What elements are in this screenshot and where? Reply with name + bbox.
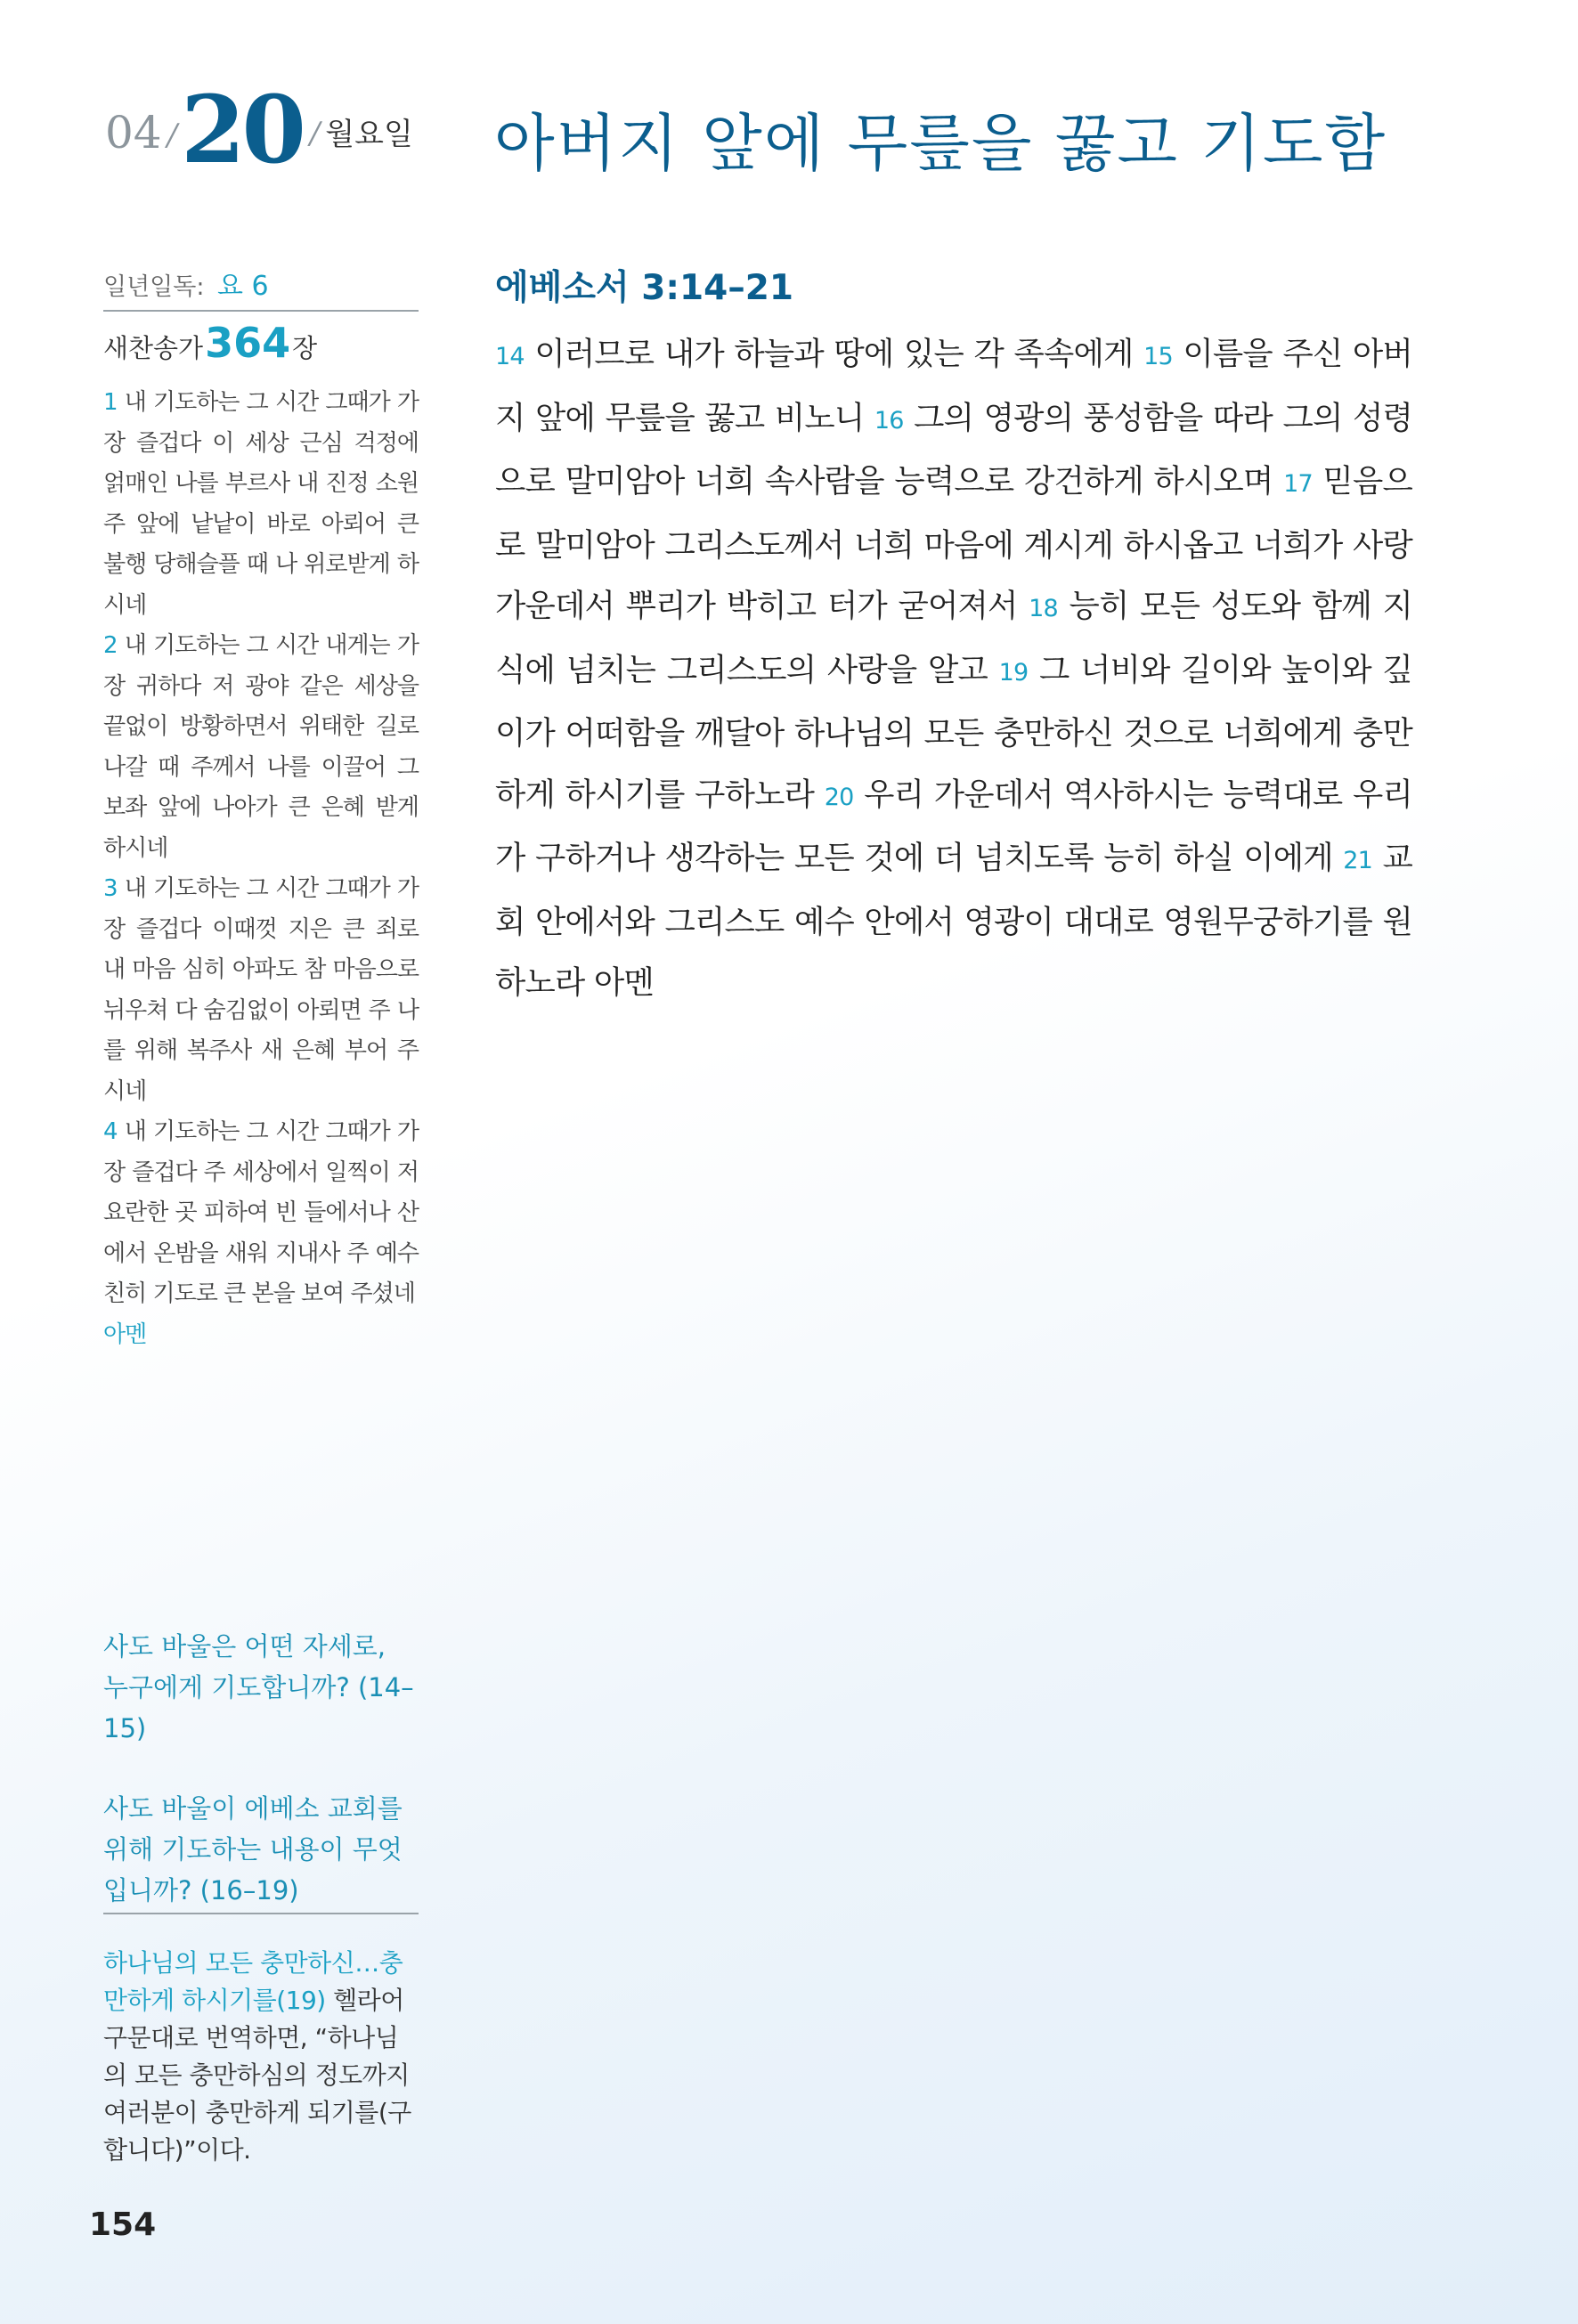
yearly-reading-label: 일년일독: xyxy=(103,273,205,301)
commentary-highlight: 하나님의 모든 충만하신…충만하게 하시기를(19) xyxy=(103,1948,403,2015)
verse-text: 이러므로 내가 하늘과 땅에 있는 각 족속에게 xyxy=(534,336,1144,372)
yearly-reading xyxy=(103,264,419,303)
hymn-number: 364 xyxy=(205,319,291,367)
hymn-verse xyxy=(103,1112,419,1315)
divider xyxy=(103,310,419,312)
date-month: 04 xyxy=(105,107,162,158)
verse-text: 그의 영광의 풍성함을 따라 그의 성령으로 말미암아 너희 속사람을 능력으로 강건하게 하시오며 xyxy=(495,399,1412,500)
page-title: 아버지 앞에 무릎을 꿇고 기도함 xyxy=(494,107,1387,180)
verse-number: 18 xyxy=(1029,595,1058,622)
date-separator: / xyxy=(309,116,321,151)
yearly-reading-value: 요 6 xyxy=(217,271,269,302)
hymn-heading xyxy=(103,319,419,367)
hymn-verse-number: 1 xyxy=(103,389,118,416)
page-number: 154 xyxy=(89,2206,157,2243)
commentary-note xyxy=(103,1945,419,2169)
hymn-verse xyxy=(103,383,419,626)
hymn-lyrics xyxy=(103,383,419,1355)
verse-number: 14 xyxy=(495,343,525,370)
divider xyxy=(103,1913,419,1914)
verse-text: 믿음으로 말미암아 그리스도께서 너희 마음에 계시게 하시옵고 너희가 사랑 가운데서 뿌리가 박히고 터가 굳어져서 xyxy=(495,463,1412,624)
verse-number: 15 xyxy=(1143,343,1173,370)
hymn-verse-number: 3 xyxy=(103,875,118,902)
verse-number: 21 xyxy=(1343,847,1372,874)
hymn-prefix: 새찬송가 xyxy=(103,333,204,363)
date-separator: / xyxy=(167,118,178,153)
verse-text: 우리 가운데서 역사하시는 능력대로 우리가 구하거나 생각하는 모든 것에 더 넘치도록 능히 하실 이에게 xyxy=(495,776,1412,876)
verse-text: 이름을 주신 아버지 앞에 무릎을 꿇고 비노니 xyxy=(495,336,1412,436)
date-day: 20 xyxy=(181,75,303,184)
verse-number: 20 xyxy=(824,783,854,811)
hymn-verse xyxy=(103,626,419,869)
verse-text: 능히 모든 성도와 함께 지식에 넘치는 그리스도의 사랑을 알고 xyxy=(495,588,1412,688)
study-questions xyxy=(103,1626,419,1950)
hymn-verse-number: 4 xyxy=(103,1118,118,1145)
hymn-verse-text: 내 기도하는 그 시간 그때가 가장 즐겁다 이때껏 지은 큰 죄로 내 마음 심히 아파도 참 마음으로 뉘우쳐 다 숨김없이 아뢰면 주 나를 위해 복주사 새 은혜 부어 주시네 xyxy=(103,875,419,1105)
hymn-amen: 아멘 xyxy=(103,1320,147,1348)
study-question: 사도 바울이 에베소 교회를 위해 기도하는 내용이 무엇입니까? (16–19) xyxy=(103,1793,403,1906)
date-weekday: 월요일 xyxy=(325,117,413,152)
hymn-verse xyxy=(103,869,419,1112)
verse-text: 그 너비와 길이와 높이와 깊이가 어떠함을 깨달아 하나님의 모든 충만하신 것으로 너희에게 충만하게 하시기를 구하노라 xyxy=(495,651,1412,813)
hymn-verse-number: 2 xyxy=(103,632,118,659)
hymn-verse-text: 내 기도하는 그 시간 그때가 가장 즐겁다 주 세상에서 일찍이 저 요란한 곳 피하여 빈 들에서나 산에서 온밤을 새워 지내사 주 예수 친히 기도로 큰 본을 보여 주셨네 xyxy=(103,1118,419,1307)
study-question: 사도 바울은 어떤 자세로, 누구에게 기도합니까? (14–15) xyxy=(103,1631,414,1743)
verse-number: 16 xyxy=(874,406,904,435)
date-block xyxy=(105,75,413,184)
scripture-passage xyxy=(495,324,1412,1014)
verse-number: 17 xyxy=(1283,470,1313,498)
verse-number: 19 xyxy=(998,658,1029,687)
hymn-suffix: 장 xyxy=(292,333,318,363)
verse-text: 교회 안에서와 그리스도 예수 안에서 영광이 대대로 영원무궁하기를 원하노라 아멘 xyxy=(495,840,1412,1001)
scripture-reference: 에베소서 3:14–21 xyxy=(495,268,794,308)
hymn-verse-text: 내 기도하는 그 시간 그때가 가장 즐겁다 이 세상 근심 걱정에 얽매인 나를 부르사 내 진정 소원 주 앞에 낱낱이 바로 아뢰어 큰 불행 당해슬플 때 나 위로받게 하시네 xyxy=(103,389,419,619)
commentary-text: 헬라어 구문대로 번역하면, “하나님의 모든 충만하심의 정도까지 여러분이 충만하게 되기를(구합니다)”이다. xyxy=(103,1986,411,2165)
hymn-verse-text: 내 기도하는 그 시간 내게는 가장 귀하다 저 광야 같은 세상을 끝없이 방황하면서 위태한 길로 나갈 때 주께서 나를 이끌어 그 보좌 앞에 나아가 큰 은혜 받게 하시네 xyxy=(103,632,419,862)
